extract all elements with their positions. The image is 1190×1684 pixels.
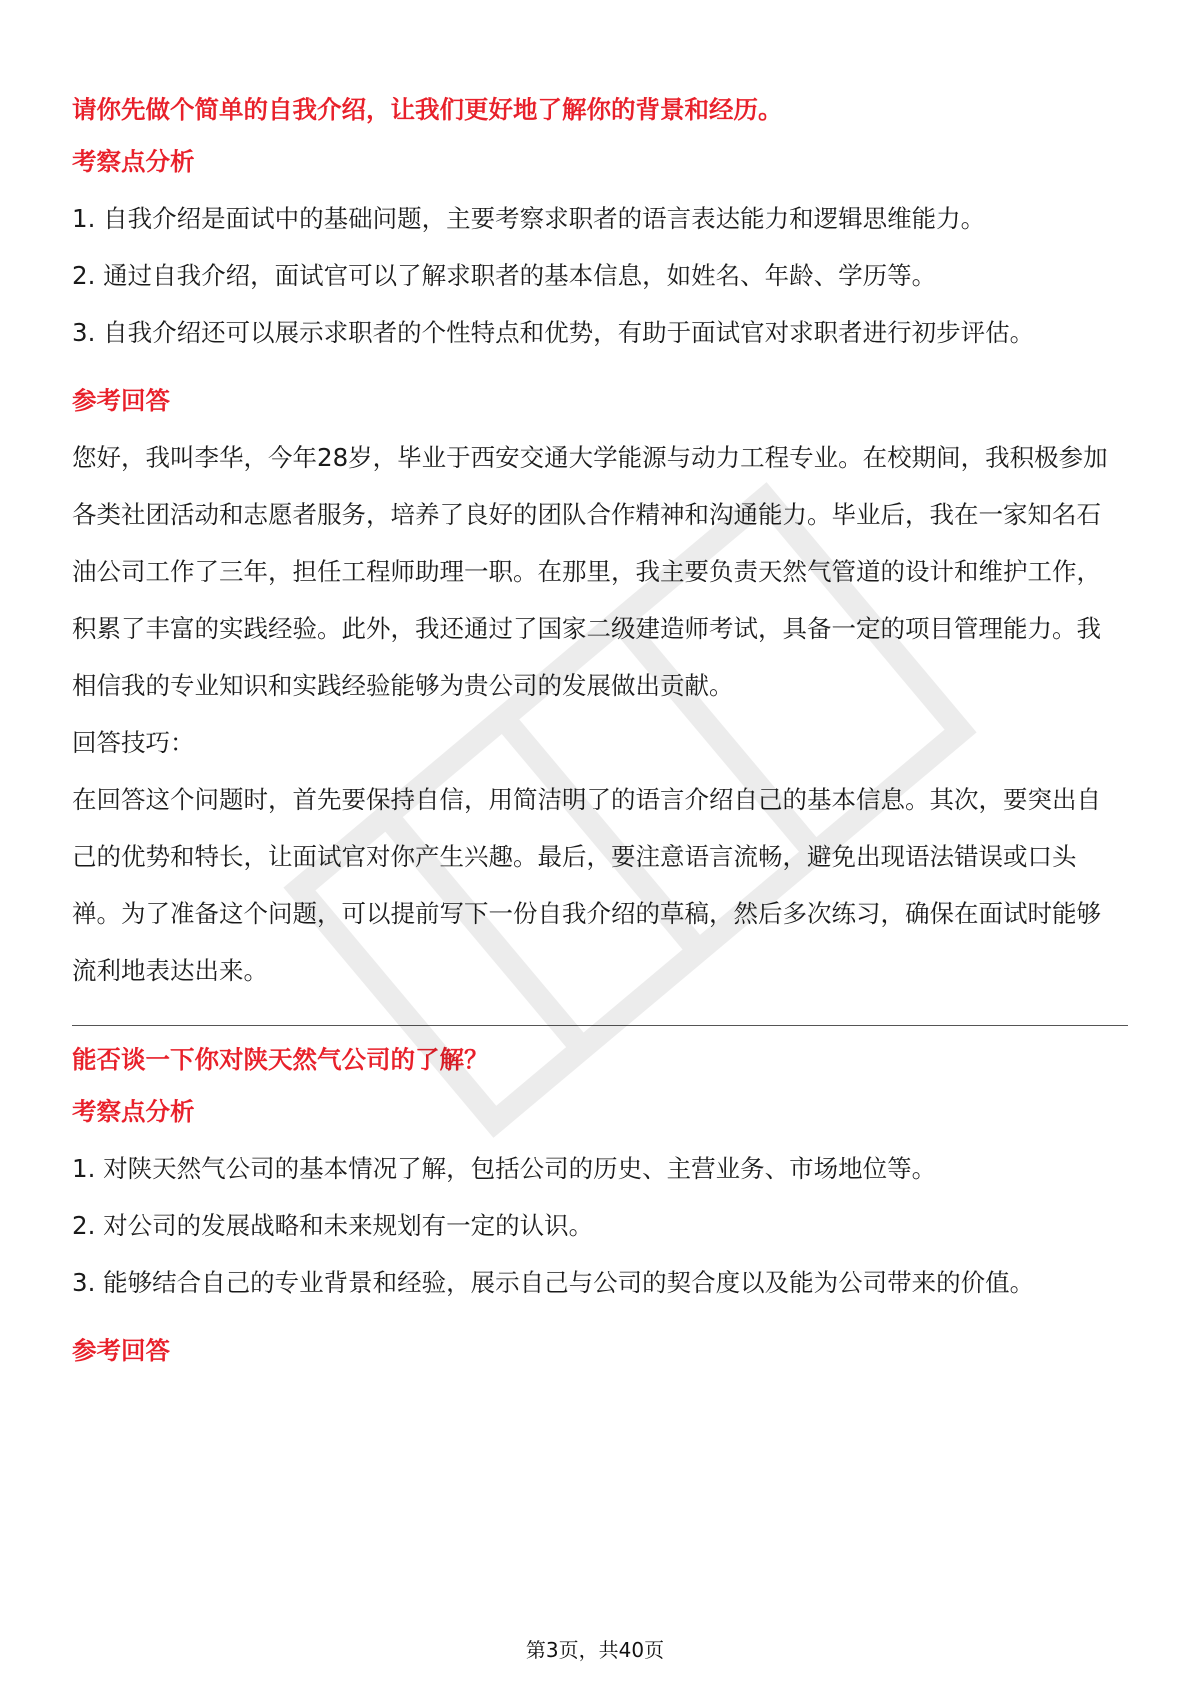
section-divider bbox=[72, 1025, 1128, 1026]
answer-heading-2: 参考回答 bbox=[72, 1336, 170, 1365]
question-2-title: 能否谈一下你对陕天然气公司的了解？ bbox=[72, 1045, 489, 1074]
analysis-heading-2: 考察点分析 bbox=[72, 1097, 195, 1126]
analysis-point: 3. 自我介绍还可以展示求职者的个性特点和优势，有助于面试官对求职者进行初步评估。 bbox=[72, 318, 1035, 347]
analysis-heading-1: 考察点分析 bbox=[72, 147, 195, 176]
page-indicator: 第3页，共40页 bbox=[525, 1638, 665, 1662]
analysis-point: 1. 自我介绍是面试中的基础问题，主要考察求职者的语言表达能力和逻辑思维能力。 bbox=[72, 204, 986, 233]
analysis-point: 2. 对公司的发展战略和未来规划有一定的认识。 bbox=[72, 1211, 594, 1240]
question-1-title: 请你先做个简单的自我介绍，让我们更好地了解你的背景和经历。 bbox=[72, 95, 783, 124]
answer-heading-1: 参考回答 bbox=[72, 386, 170, 415]
tips-label: 回答技巧： bbox=[72, 728, 195, 757]
analysis-point: 1. 对陕天然气公司的基本情况了解，包括公司的历史、主营业务、市场地位等。 bbox=[72, 1154, 937, 1183]
analysis-point: 3. 能够结合自己的专业背景和经验，展示自己与公司的契合度以及能为公司带来的价值。 bbox=[72, 1268, 1035, 1297]
tips-text: 在回答这个问题时，首先要保持自信，用简洁明了的语言介绍自己的基本信息。其次，要突出自己的优势和特长，让面试官对你产生兴趣。最后，要注意语言流畅，避免出现语法错误或口头禅。为了准备这个问题，可以提前写下一份自我介绍的草稿，然后多次练习，确保在面试时能够流利地表达出来。 bbox=[72, 785, 1101, 985]
analysis-point: 2. 通过自我介绍，面试官可以了解求职者的基本信息，如姓名、年龄、学历等。 bbox=[72, 261, 937, 290]
answer-text-1: 您好，我叫李华，今年28岁，毕业于西安交通大学能源与动力工程专业。在校期间，我积极参加各类社团活动和志愿者服务，培养了良好的团队合作精神和沟通能力。毕业后，我在一家知名石油公司工作了三年，担任工程师助理一职。在那里，我主要负责天然气管道的设计和维护工作，积累了丰富的实践经验。此外，我还通过了国家二级建造师考试，具备一定的项目管理能力。我相信我的专业知识和实践经验能够为贵公司的发展做出贡献。 bbox=[72, 443, 1108, 700]
